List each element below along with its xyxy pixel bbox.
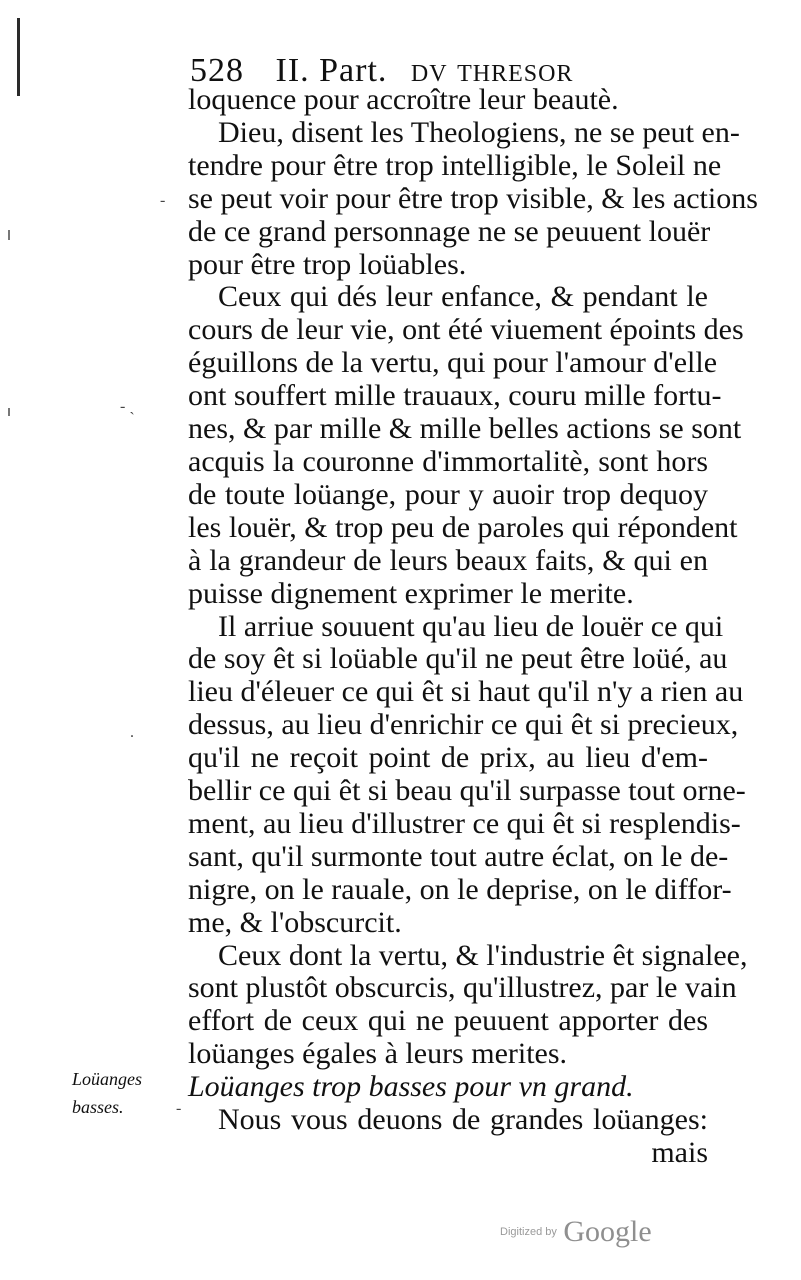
margin-note-line: Loüanges bbox=[72, 1069, 143, 1089]
running-title: dv thresor bbox=[410, 52, 574, 89]
page-edge-rule bbox=[17, 18, 20, 96]
text-line: de ce grand personnage ne se peuuent louër bbox=[188, 214, 711, 248]
text-line: ont souffert mille trauaux, couru mille fortu- bbox=[188, 379, 722, 413]
text-line: dessus, au lieu d'enrichir ce qui êt si precieux, bbox=[188, 708, 739, 742]
text-line: loquence pour accroître leur beautè. bbox=[188, 83, 619, 116]
text-line: acquis la couronne d'immortalitè, sont hors bbox=[188, 444, 708, 478]
page-edge-mark bbox=[8, 408, 10, 416]
text-line: bellir ce qui êt si beau qu'il surpasse tout orne- bbox=[188, 774, 746, 808]
google-logo: Google bbox=[563, 1215, 652, 1248]
text-line: tendre pour être trop intelligible, le Soleil ne bbox=[188, 148, 722, 182]
digitized-by-label: Digitized by bbox=[500, 1226, 557, 1238]
page-number: 528 bbox=[190, 52, 244, 89]
digitized-by-google-watermark bbox=[500, 1215, 652, 1249]
text-line: éguillons de la vertu, qui pour l'amour d'elle bbox=[188, 346, 718, 380]
text-line: loüanges égales à leurs merites. bbox=[188, 1037, 568, 1071]
text-line: les louër, & trop peu de paroles qui répondent bbox=[188, 510, 738, 544]
text-line: puisse dignement exprimer le merite. bbox=[188, 576, 634, 610]
catchword: mais bbox=[651, 1136, 708, 1169]
margin-note-line: basses. bbox=[72, 1097, 124, 1117]
text-line: Ceux dont la vertu, & l'industrie êt signalee, bbox=[218, 938, 748, 972]
text-line: qu'il ne reçoit point de prix, au lieu d'em- bbox=[188, 741, 708, 775]
text-line: cours de leur vie, ont été viuement époints des bbox=[188, 313, 744, 347]
text-line: effort de ceux qui ne peuuent apporter des bbox=[188, 1004, 708, 1038]
part-label: II. Part. bbox=[275, 52, 388, 89]
stray-mark: - bbox=[176, 1100, 182, 1117]
text-line: se peut voir pour être trop visible, & les actions bbox=[188, 181, 758, 215]
text-line: Ceux qui dés leur enfance, & pendant le bbox=[218, 280, 708, 314]
stray-mark: - ˏ bbox=[120, 398, 135, 415]
text-line: Il arriue souuent qu'au lieu de louër ce qui bbox=[218, 609, 724, 643]
text-line: sant, qu'il surmonte tout autre éclat, on le de- bbox=[188, 839, 729, 873]
text-line: Dieu, disent les Theologiens, ne se peut en- bbox=[218, 115, 740, 149]
text-line: pour être trop loüables. bbox=[188, 247, 467, 281]
text-line: de toute loüange, pour y auoir trop dequoy bbox=[188, 477, 708, 511]
page-edge-mark bbox=[8, 230, 10, 240]
section-heading: Loüanges trop basses pour vn grand. bbox=[188, 1070, 634, 1104]
text-line: à la grandeur de leurs beaux faits, & qui en bbox=[188, 543, 708, 577]
stray-mark: . bbox=[130, 724, 134, 741]
text-line: nigre, on le rauale, on le deprise, on le diffor- bbox=[188, 872, 732, 906]
text-line: nes, & par mille & mille belles actions se sont bbox=[188, 412, 742, 446]
stray-mark: - bbox=[160, 192, 166, 209]
text-line: sont plustôt obscurcis, qu'illustrez, par le vain bbox=[188, 971, 737, 1005]
margin-note bbox=[72, 1065, 172, 1121]
text-line: me, & l'obscurcit. bbox=[188, 905, 402, 939]
text-line: Nous vous deuons de grandes loüanges: bbox=[218, 1103, 708, 1137]
body-text bbox=[188, 83, 758, 1170]
text-line: lieu d'éleuer ce qui êt si haut qu'il n'y a rien au bbox=[188, 675, 744, 709]
text-line: de soy êt si loüable qu'il ne peut être loüé, au bbox=[188, 642, 728, 676]
text-line: ment, au lieu d'illustrer ce qui êt si resplendis- bbox=[188, 806, 741, 840]
